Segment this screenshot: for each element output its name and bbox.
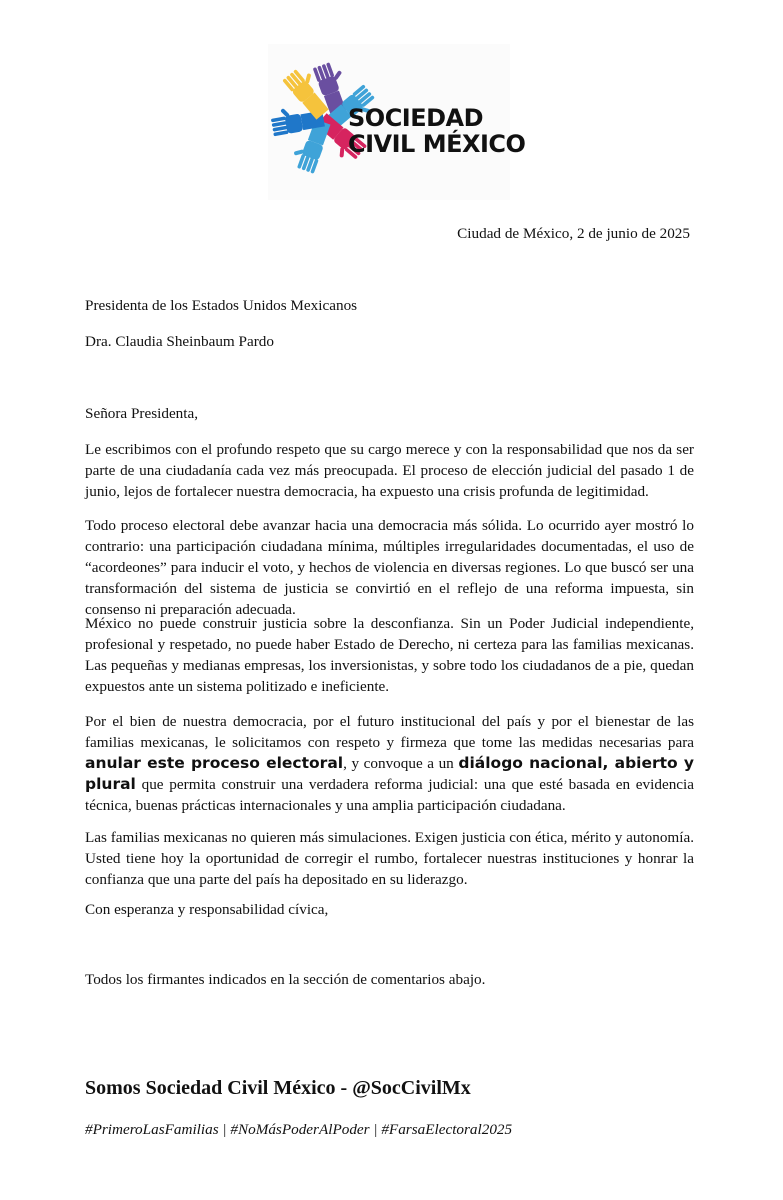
logo-line1: SOCIEDAD [348, 104, 484, 132]
paragraph-5: Las familias mexicanas no quieren más simulaciones. Exigen justicia con ética, mérito y autonomía. Usted tiene hoy la oportunidad de corregir el rumbo, fortalecer nuestras instituciones y honrar la confianza que una parte del país ha depositado en su liderazgo. [85, 829, 695, 888]
emphasis-national-dialogue: diálogo nacional, abierto y plural [85, 754, 694, 793]
footer-title: Somos Sociedad Civil México - @SocCivilMx [85, 1077, 471, 1099]
paragraph-1: Le escribimos con el profundo respeto que su cargo merece y con la responsabilidad que nos da ser parte de una ciudadanía cada vez más preocupada. El proceso de elección judicial del pasado 1 de junio, lejos de fortalecer nuestra democracia, ha expuesto una crisis profunda de legitimidad. [85, 441, 694, 500]
greeting: Señora Presidenta, [85, 405, 199, 422]
closing: Con esperanza y responsabilidad cívica, [85, 901, 329, 918]
letter-date: Ciudad de México, 2 de junio de 2025 [457, 225, 690, 242]
signatories: Todos los firmantes indicados en la sección de comentarios abajo. [85, 971, 486, 988]
paragraph-4-part3: que permita construir una verdadera reforma judicial: una que esté basada en evidencia técnica, buenas prácticas internacionales y una amplia participación ciudadana. [85, 776, 694, 814]
recipient-name: Dra. Claudia Sheinbaum Pardo [85, 333, 274, 350]
paragraph-4-part2: , y convoque a un [343, 755, 459, 772]
paragraph-4-part1: Por el bien de nuestra democracia, por el futuro institucional del país y por el bienestar de las familias mexicanas, le solicitamos con respeto y firmeza que tome las medidas necesarias para [85, 713, 694, 751]
paragraph-2: Todo proceso electoral debe avanzar hacia una democracia más sólida. Lo ocurrido ayer mostró lo contrario: una participación ciudadana mínima, múltiples irregularidades documentadas, el uso de “acordeones” para inducir el voto, y hechos de violencia en diversas regiones. Lo que buscó ser una transformación del sistema de justicia se convirtió en el reflejo de una reforma impuesta, sin consenso ni preparación adecuada. [85, 517, 694, 618]
logo-line2: CIVIL MÉXICO [348, 130, 526, 158]
logo [268, 44, 526, 200]
emphasis-annul-process: anular este proceso electoral [85, 754, 344, 772]
logo-wordmark [348, 105, 525, 157]
paragraph-3: México no puede construir justicia sobre la desconfianza. Sin un Poder Judicial independiente, profesional y respetado, no puede haber Estado de Derecho, ni certeza para las familias mexicanas. Las pequeñas y medianas empresas, los inversionistas, y sobre todo los ciudadanos de a pie, quedan expuestos ante un sistema politizado e ineficiente. [85, 615, 694, 695]
recipient-title: Presidenta de los Estados Unidos Mexicanos [85, 297, 358, 314]
paragraph-4 [85, 711, 694, 816]
hashtags: #PrimeroLasFamilias | #NoMásPoderAlPoder | #FarsaElectoral2025 [85, 1121, 513, 1138]
